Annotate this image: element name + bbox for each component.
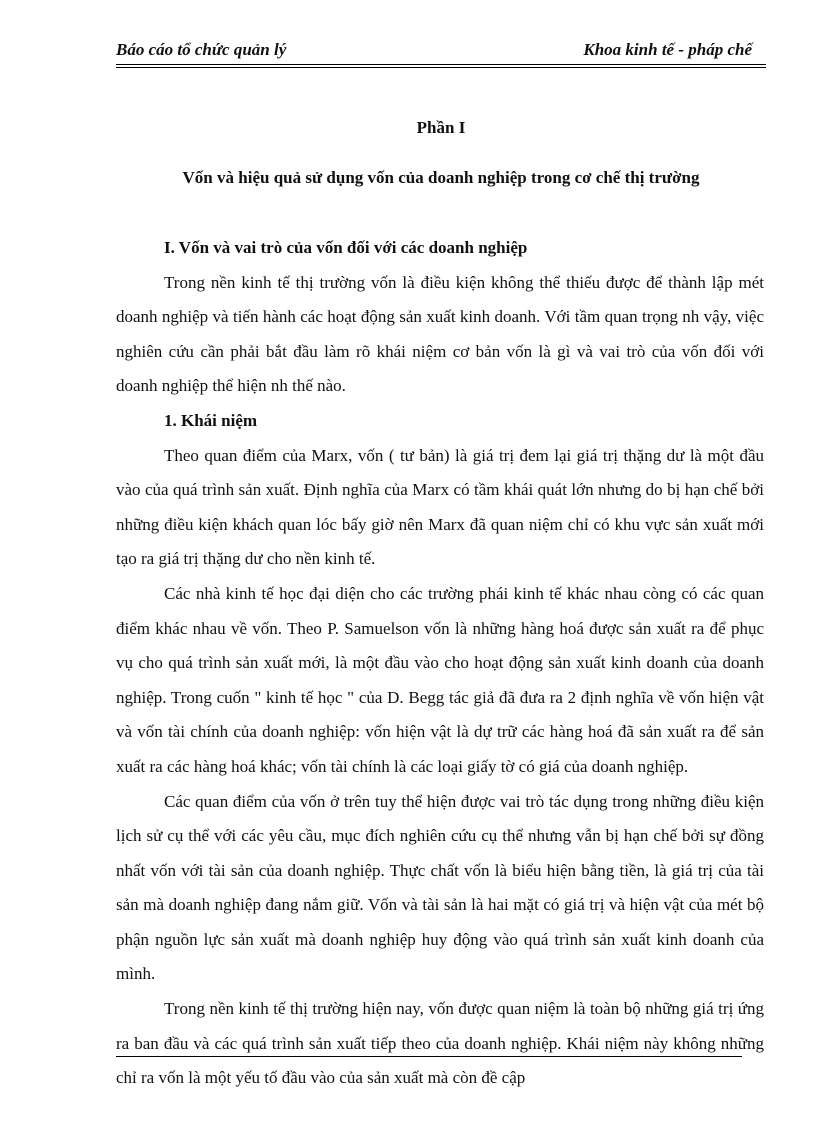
header-right-title: Khoa kinh tế - pháp chế bbox=[583, 40, 752, 59]
part-title: Phần I bbox=[416, 118, 466, 137]
page-header bbox=[116, 38, 766, 65]
section-heading: I. Vốn và vai trò của vốn đối với các doanh nghiệp bbox=[164, 238, 528, 257]
chapter-title: Vốn và hiệu quả sử dụng vốn của doanh nghiệp trong cơ chế thị trường bbox=[182, 168, 700, 187]
paragraph-economists: Các nhà kinh tế học đại diện cho các trường phái kinh tế khác nhau còng có các quan điểm khác nhau về vốn. Theo P. Samuelson vốn là những hàng hoá được sản xuất ra để phục vụ cho quá trình sản xuất mới, là một đầu vào cho hoạt động sản xuất kinh doanh của doanh nghiệp. Trong cuốn " kinh tế học " của D. Begg tác giả đã đưa ra 2 định nghĩa về vốn hiện vật và vốn tài chính của doanh nghiệp: vốn hiện vật là dự trữ các hàng hoá đã sản xuất ra để sản xuất ra các hàng hoá khác; vốn tài chính là các loại giấy tờ có giá của doanh nghiệp. bbox=[116, 583, 764, 776]
document-body bbox=[116, 231, 764, 1096]
paragraph-marx: Theo quan điểm của Marx, vốn ( tư bản) là giá trị đem lại giá trị thặng dư là một đầu vào của quá trình sản xuất. Định nghĩa của Marx có tầm khái quát lớn nhưng do bị hạn chế bởi những điều kiện khách quan lóc bấy giờ nên Marx đã quan niệm chỉ có khu vực sản xuất mới tạo ra giá trị thặng dư cho nền kinh tế. bbox=[116, 445, 764, 569]
paragraph-market-economy: Trong nền kinh tế thị trường hiện nay, vốn được quan niệm là toàn bộ những giá trị ứng ra ban đầu và các quá trình sản xuất tiếp theo của doanh nghiệp. Khái niệm này không những chỉ ra vốn là một yếu tố đầu vào của sản xuất mà còn đề cập bbox=[116, 999, 764, 1088]
footer-rule bbox=[116, 1056, 742, 1057]
subsection-heading: 1. Khái niệm bbox=[164, 410, 258, 430]
header-left-title: Báo cáo tổ chức quản lý bbox=[116, 40, 287, 59]
intro-paragraph: Trong nền kinh tế thị trường vốn là điều kiện không thể thiếu được để thành lập mét doanh nghiệp và tiến hành các hoạt động sản xuất kinh doanh. Với tầm quan trọng nh vậy, việc nghiên cứu cần phải bắt đầu làm rõ khái niệm cơ bản vốn là gì và vai trò của vốn đối với doanh nghiệp thể hiện nh thế nào. bbox=[116, 272, 764, 396]
paragraph-viewpoints: Các quan điểm của vốn ở trên tuy thể hiện được vai trò tác dụng trong những điều kiện lịch sử cụ thể với các yêu cầu, mục đích nghiên cứu cụ thể nhưng vẫn bị hạn chế bởi sự đồng nhất vốn với tài sản của doanh nghiệp. Thực chất vốn là biểu hiện bằng tiền, là giá trị của tài sản mà doanh nghiệp đang nắm giữ. Vốn và tài sản là hai mặt có giá trị và hiện vật của mét bộ phận nguồn lực sản xuất mà doanh nghiệp huy động vào quá trình sản xuất kinh doanh của mình. bbox=[116, 791, 764, 984]
